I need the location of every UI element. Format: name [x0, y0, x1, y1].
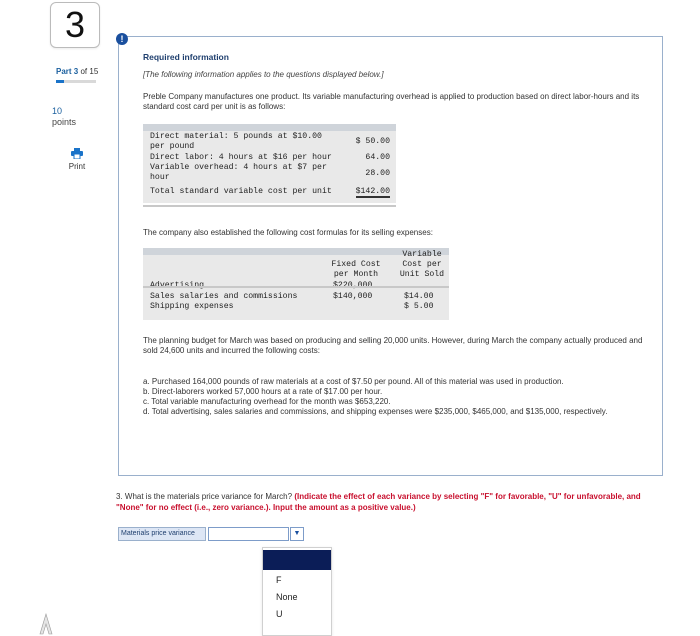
part-prefix: Part: [56, 67, 72, 76]
expense-label: Shipping expenses: [150, 302, 234, 311]
part-indicator: [56, 67, 98, 76]
dropdown-highlighted-option[interactable]: [263, 550, 331, 570]
points-value: 10: [52, 106, 63, 116]
question-number: 3: [50, 2, 100, 48]
expense-variable: $14.00: [404, 292, 434, 301]
incurred-costs-list: [143, 377, 653, 417]
expense-intro: The company also established the following cost formulas for its selling expenses:: [143, 228, 433, 237]
print-label: Print: [68, 162, 86, 171]
fixed-cost-header: Fixed Cost per Month: [331, 260, 381, 279]
cost-value: 28.00: [365, 169, 390, 178]
planning-paragraph: The planning budget for March was based on producing and selling 20,000 units. However, during March the company actually produced and sold 24,600 units and incurred the following costs:: [143, 336, 643, 355]
cost-value: 64.00: [365, 153, 390, 162]
list-item: b. Direct-laborers worked 57,000 hours at a rate of $17.00 per hour.: [143, 387, 383, 396]
divider: [143, 205, 396, 207]
points-label: points: [52, 117, 77, 127]
part-current: 3: [73, 67, 79, 76]
cost-total-value: $142.00: [355, 187, 390, 196]
standard-cost-card: [143, 124, 396, 203]
alert-icon: !: [116, 33, 128, 45]
variance-amount-input[interactable]: [208, 527, 289, 541]
required-info-subtitle: [The following information applies to the questions displayed below.]: [143, 70, 384, 79]
pencil-icon[interactable]: [34, 612, 58, 636]
variable-cost-header: Variable Cost per Unit Sold: [399, 250, 445, 279]
intro-paragraph: Preble Company manufactures one product. Its variable manufacturing overhead is applied to production based on direct labor-hours and its standard cost card per unit is as follows:: [143, 92, 640, 111]
cost-label: Total standard variable cost per unit: [150, 187, 332, 196]
expense-fixed: $140,000: [333, 292, 373, 301]
part-progress-fill: [56, 80, 64, 83]
printer-icon: [71, 148, 83, 159]
required-info-title: Required information: [143, 52, 229, 62]
list-item: d. Total advertising, sales salaries and commissions, and shipping expenses were $235,000, $465,000, and $135,000, respectively.: [143, 407, 608, 416]
dropdown-option-u[interactable]: U: [276, 609, 283, 619]
question-text: 3. What is the materials price variance for March?: [116, 492, 293, 501]
cost-label: Direct material: 5 pounds at $10.00 per pound: [150, 132, 322, 151]
list-item: a. Purchased 164,000 pounds of raw materials at a cost of $7.50 per pound. All of this material was used in production.: [143, 377, 564, 386]
list-item: c. Total variable manufacturing overhead for the month was $653,220.: [143, 397, 391, 406]
question-instruction: (Indicate the effect of each variance by selecting "F" for favorable, "U" for unfavorable, and "None" for no effect (i.e., zero variance.). Input the amount as a positive value.): [116, 492, 641, 512]
cost-label: Variable overhead: 4 hours at $7 per hour: [150, 163, 327, 182]
part-separator: of: [80, 67, 88, 76]
selling-expense-table: [143, 248, 449, 320]
dropdown-option-none[interactable]: None: [276, 592, 298, 602]
required-information-panel: [118, 36, 663, 476]
chevron-down-icon: ▼: [293, 530, 301, 537]
print-button[interactable]: [60, 148, 94, 171]
part-progress-bar: [56, 80, 96, 83]
divider: [143, 286, 449, 288]
part-total: 15: [89, 67, 99, 76]
cost-value: $ 50.00: [355, 137, 390, 146]
points-block: [52, 106, 76, 128]
question-prompt: [116, 492, 656, 513]
expense-variable: $ 5.00: [404, 302, 434, 311]
variance-effect-select[interactable]: [290, 527, 304, 541]
variance-effect-dropdown: [262, 547, 332, 636]
expense-label: Sales salaries and commissions: [150, 292, 298, 301]
answer-label: Materials price variance: [118, 527, 206, 541]
dropdown-option-f[interactable]: F: [276, 575, 282, 585]
cost-label: Direct labor: 4 hours at $16 per hour: [150, 153, 332, 162]
